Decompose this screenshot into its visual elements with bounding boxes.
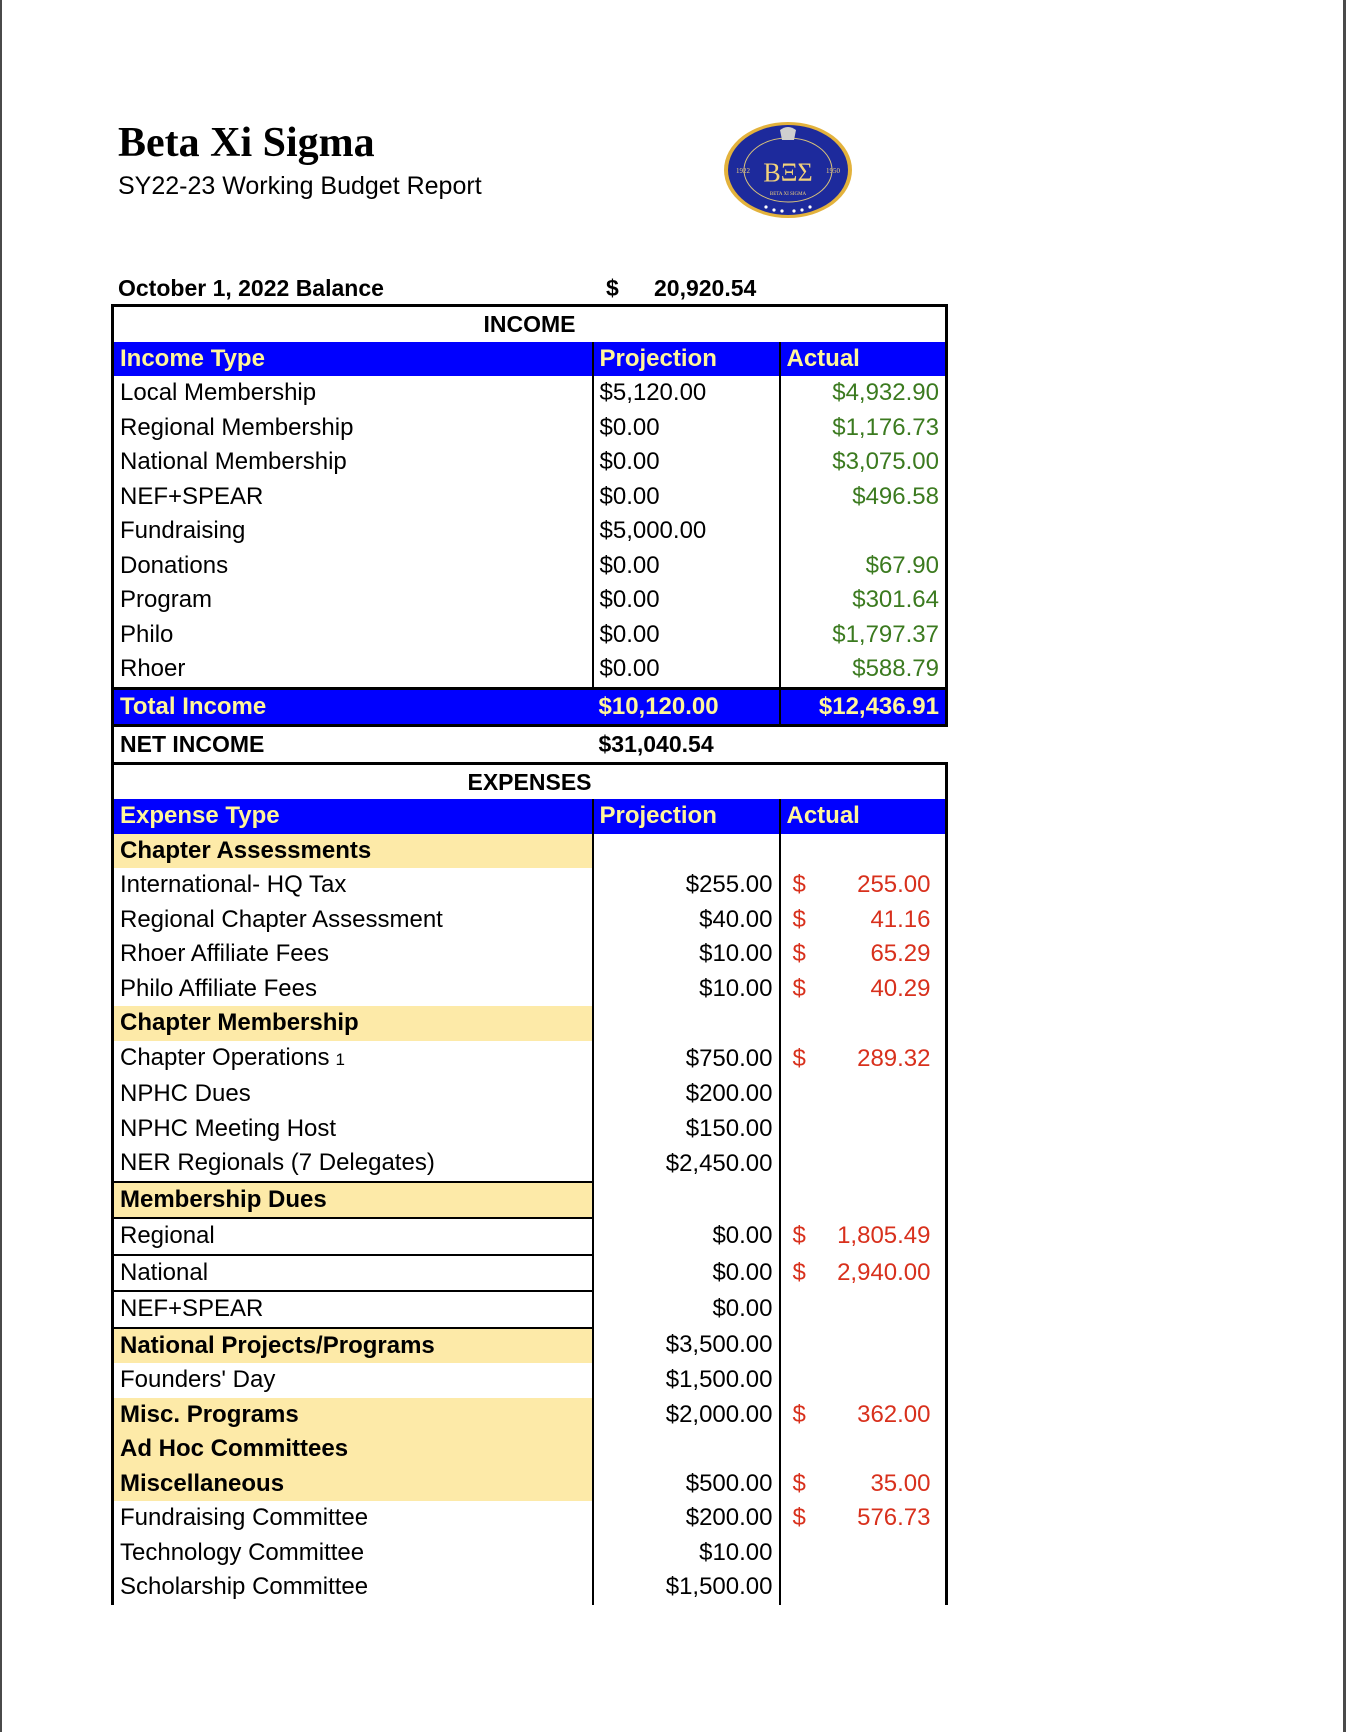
expense-projection-cell: $10.00: [593, 972, 780, 1007]
expense-type-cell: [113, 1398, 593, 1433]
income-type-cell: Local Membership: [113, 376, 593, 411]
expense-label: Chapter Assessments: [120, 836, 372, 864]
total-income-actual: $12,436.91: [780, 688, 947, 726]
expense-actual-currency: $: [792, 1400, 806, 1428]
expense-type-cell: [113, 1432, 593, 1467]
expense-actual-cell: [780, 1041, 947, 1078]
expense-category-row: [113, 1328, 947, 1364]
expense-label: International- HQ Tax: [120, 871, 347, 898]
expense-row: [113, 903, 947, 938]
expense-projection-cell: [593, 834, 780, 869]
income-type-cell: Regional Membership: [113, 411, 593, 446]
expense-type-cell: [113, 1041, 593, 1078]
expense-label: Ad Hoc Committees: [120, 1435, 349, 1462]
expense-actual-currency: $: [792, 905, 806, 933]
expense-category-row: [113, 1006, 947, 1041]
expense-projection-cell: $40.00: [593, 903, 780, 938]
expense-actual-cell: [780, 834, 947, 869]
expense-label: Fundraising Committee: [120, 1504, 369, 1531]
income-row: [113, 583, 947, 618]
expense-type-cell: [113, 1255, 593, 1292]
expense-label: Philo Affiliate Fees: [120, 974, 318, 1002]
expense-projection-cell: $2,450.00: [593, 1146, 780, 1182]
expense-row: [113, 1536, 947, 1571]
total-income-label: Total Income: [113, 688, 593, 726]
balance-label: October 1, 2022 Balance: [118, 275, 384, 301]
expense-type-cell: [113, 1363, 593, 1398]
income-projection-cell: $0.00: [593, 445, 780, 480]
expense-type-cell: [113, 937, 593, 972]
svg-text:1922: 1922: [736, 167, 750, 175]
expense-category-row: [113, 1432, 947, 1467]
expense-label: NEF+SPEAR: [120, 1295, 264, 1322]
expense-row: [113, 1291, 947, 1328]
expense-projection-cell: $3,500.00: [593, 1328, 780, 1364]
expense-type-cell: [113, 972, 593, 1007]
expense-type-cell: [113, 868, 593, 903]
expense-actual-currency: $: [792, 1469, 806, 1497]
expense-row: [113, 1041, 947, 1078]
expense-actual-value: 576.73: [857, 1504, 931, 1531]
income-actual-cell: $496.58: [780, 480, 947, 515]
svg-text:1950: 1950: [826, 167, 840, 175]
expense-type-header: Expense Type: [113, 799, 593, 834]
expense-label: Scholarship Committee: [120, 1573, 369, 1600]
net-income-row: [113, 726, 947, 764]
income-projection-cell: $5,120.00: [593, 376, 780, 411]
expense-type-cell: [113, 1570, 593, 1605]
income-summary: [113, 688, 947, 834]
expense-actual-value: 362.00: [857, 1400, 931, 1428]
income-projection-header: Projection: [593, 342, 780, 377]
org-name: Beta Xi Sigma: [118, 120, 375, 166]
expense-actual-cell: [780, 972, 947, 1007]
expense-category-row: [113, 1182, 947, 1219]
expense-label: NER Regionals (7 Delegates): [120, 1149, 435, 1176]
expense-type-cell: [113, 1112, 593, 1147]
expense-row: [113, 937, 947, 972]
expense-projection-cell: $10.00: [593, 1536, 780, 1571]
expense-projection-cell: $0.00: [593, 1218, 780, 1255]
expense-actual-currency: $: [792, 871, 806, 898]
expense-actual-value: 41.16: [870, 905, 931, 933]
expense-actual-cell: [780, 1006, 947, 1041]
expense-projection-cell: [593, 1006, 780, 1041]
expense-actual-value: 40.29: [870, 974, 931, 1002]
expenses-title-row: [113, 763, 947, 799]
income-type-cell: Program: [113, 583, 593, 618]
expense-projection-cell: $255.00: [593, 868, 780, 903]
expense-actual-currency: $: [792, 974, 806, 1002]
expense-projection-cell: $0.00: [593, 1291, 780, 1328]
income-type-cell: Donations: [113, 549, 593, 584]
expense-row: [113, 1570, 947, 1605]
expense-actual-currency: $: [792, 1044, 806, 1072]
income-row: [113, 514, 947, 549]
total-income-projection: $10,120.00: [593, 688, 780, 726]
expense-projection-cell: [593, 1182, 780, 1219]
expense-label: Regional: [120, 1222, 215, 1249]
income-title-row: [113, 306, 947, 342]
expense-label: National: [120, 1258, 209, 1286]
expense-actual-cell: [780, 1182, 947, 1219]
expense-actual-cell: [780, 1536, 947, 1571]
income-rows: [113, 376, 947, 688]
expense-projection-header: Projection: [593, 799, 780, 834]
expense-row: [113, 972, 947, 1007]
expense-type-cell: [113, 1501, 593, 1536]
expense-actual-cell: [780, 1467, 947, 1502]
expense-projection-cell: $200.00: [593, 1077, 780, 1112]
expense-actual-value: 2,940.00: [837, 1258, 931, 1286]
expense-label: Misc. Programs: [120, 1400, 299, 1428]
footnote-marker: 1: [335, 1049, 345, 1069]
expense-label: Rhoer Affiliate Fees: [120, 940, 330, 967]
expense-type-cell: [113, 1218, 593, 1255]
sorority-seal-icon: [722, 120, 854, 220]
expense-type-cell: [113, 1467, 593, 1502]
expense-label: Regional Chapter Assessment: [120, 905, 443, 933]
income-type-header: Income Type: [113, 342, 593, 377]
expense-actual-cell: [780, 868, 947, 903]
expense-actual-currency: $: [792, 940, 806, 967]
expense-actual-cell: [780, 1112, 947, 1147]
expense-label: Chapter Membership: [120, 1009, 359, 1036]
income-actual-cell: $301.64: [780, 583, 947, 618]
income-row: [113, 411, 947, 446]
expense-projection-cell: $10.00: [593, 937, 780, 972]
income-type-cell: Philo: [113, 618, 593, 653]
income-projection-cell: $0.00: [593, 411, 780, 446]
expense-projection-cell: [593, 1432, 780, 1467]
svg-text:ΒΞΣ: ΒΞΣ: [763, 158, 813, 187]
income-actual-cell: $3,075.00: [780, 445, 947, 480]
income-actual-cell: $1,797.37: [780, 618, 947, 653]
expense-actual-header: Actual: [780, 799, 947, 834]
income-type-cell: Rhoer: [113, 652, 593, 688]
expense-actual-cell: [780, 903, 947, 938]
income-row: [113, 652, 947, 688]
balance-amount: 20,920.54: [654, 275, 757, 301]
income-projection-cell: $0.00: [593, 652, 780, 688]
expense-category-row: [113, 1467, 947, 1502]
income-row: [113, 376, 947, 411]
expense-type-cell: [113, 1291, 593, 1328]
expense-actual-value: 255.00: [857, 871, 931, 898]
income-row: [113, 445, 947, 480]
expense-label: NPHC Dues: [120, 1080, 251, 1107]
expense-type-cell: [113, 903, 593, 938]
net-income-value: $31,040.54: [598, 731, 714, 757]
expense-actual-value: 1,805.49: [837, 1222, 931, 1249]
expense-actual-value: 289.32: [857, 1044, 931, 1072]
expense-category-row: [113, 1398, 947, 1433]
expense-type-cell: [113, 1077, 593, 1112]
expense-rows: [113, 834, 947, 1605]
expense-label: Chapter Operations: [120, 1043, 330, 1071]
income-projection-cell: $0.00: [593, 583, 780, 618]
income-projection-cell: $5,000.00: [593, 514, 780, 549]
expense-label: Miscellaneous: [120, 1469, 285, 1497]
opening-balance: [118, 272, 948, 304]
expense-actual-cell: [780, 1432, 947, 1467]
expense-projection-cell: $2,000.00: [593, 1398, 780, 1433]
income-type-cell: Fundraising: [113, 514, 593, 549]
expense-actual-cell: [780, 1398, 947, 1433]
balance-currency: $: [606, 275, 619, 301]
expense-label: Membership Dues: [120, 1185, 327, 1213]
expenses-header-row: [113, 799, 947, 834]
expense-projection-cell: $1,500.00: [593, 1363, 780, 1398]
income-header-row: [113, 342, 947, 377]
expense-projection-cell: $150.00: [593, 1112, 780, 1147]
expense-type-cell: [113, 1006, 593, 1041]
expense-row: [113, 1255, 947, 1292]
net-income-label: NET INCOME: [113, 726, 593, 764]
expense-label: NPHC Meeting Host: [120, 1114, 337, 1142]
expense-actual-currency: $: [792, 1222, 806, 1249]
expense-actual-cell: [780, 1501, 947, 1536]
expense-row: [113, 868, 947, 903]
income-row: [113, 549, 947, 584]
income-row: [113, 480, 947, 515]
expense-projection-cell: $0.00: [593, 1255, 780, 1292]
svg-text:BETA XI SIGMA: BETA XI SIGMA: [769, 192, 807, 197]
expense-actual-cell: [780, 1218, 947, 1255]
expense-category-row: [113, 834, 947, 869]
expense-projection-cell: $1,500.00: [593, 1570, 780, 1605]
expense-actual-currency: $: [792, 1504, 806, 1531]
expense-actual-value: 65.29: [870, 940, 931, 967]
expense-actual-cell: [780, 1291, 947, 1328]
income-projection-cell: $0.00: [593, 618, 780, 653]
budget-table: [111, 304, 948, 1605]
expense-type-cell: [113, 834, 593, 869]
expense-type-cell: [113, 1146, 593, 1182]
income-section: [113, 306, 947, 377]
income-actual-cell: $588.79: [780, 652, 947, 688]
expense-projection-cell: $500.00: [593, 1467, 780, 1502]
expense-actual-cell: [780, 1146, 947, 1182]
expense-actual-cell: [780, 1255, 947, 1292]
expense-actual-cell: [780, 1363, 947, 1398]
expense-type-cell: [113, 1328, 593, 1364]
income-projection-cell: $0.00: [593, 549, 780, 584]
income-actual-header: Actual: [780, 342, 947, 377]
expense-label: National Projects/Programs: [120, 1331, 435, 1359]
expense-row: [113, 1077, 947, 1112]
expense-actual-cell: [780, 937, 947, 972]
expenses-section-title: EXPENSES: [113, 763, 947, 799]
income-actual-cell: $67.90: [780, 549, 947, 584]
expense-row: [113, 1501, 947, 1536]
expense-row: [113, 1363, 947, 1398]
income-projection-cell: $0.00: [593, 480, 780, 515]
income-section-title: INCOME: [113, 306, 947, 342]
income-actual-cell: $1,176.73: [780, 411, 947, 446]
expense-label: Technology Committee: [120, 1538, 365, 1566]
income-type-cell: NEF+SPEAR: [113, 480, 593, 515]
expense-type-cell: [113, 1182, 593, 1219]
expense-projection-cell: $200.00: [593, 1501, 780, 1536]
expense-row: [113, 1112, 947, 1147]
expense-actual-currency: $: [792, 1258, 806, 1286]
expense-row: [113, 1218, 947, 1255]
total-income-row: [113, 688, 947, 726]
expense-label: Founders' Day: [120, 1366, 276, 1393]
net-income-empty: [780, 726, 947, 764]
expense-projection-cell: $750.00: [593, 1041, 780, 1078]
expense-actual-value: 35.00: [870, 1469, 931, 1497]
income-actual-cell: $4,932.90: [780, 376, 947, 411]
report-title: SY22-23 Working Budget Report: [118, 172, 482, 200]
page-edge-left: [0, 0, 2, 1732]
income-row: [113, 618, 947, 653]
expense-type-cell: [113, 1536, 593, 1571]
expense-actual-cell: [780, 1570, 947, 1605]
income-type-cell: National Membership: [113, 445, 593, 480]
expense-actual-cell: [780, 1328, 947, 1364]
expense-actual-cell: [780, 1077, 947, 1112]
expense-row: [113, 1146, 947, 1182]
income-actual-cell: [780, 514, 947, 549]
